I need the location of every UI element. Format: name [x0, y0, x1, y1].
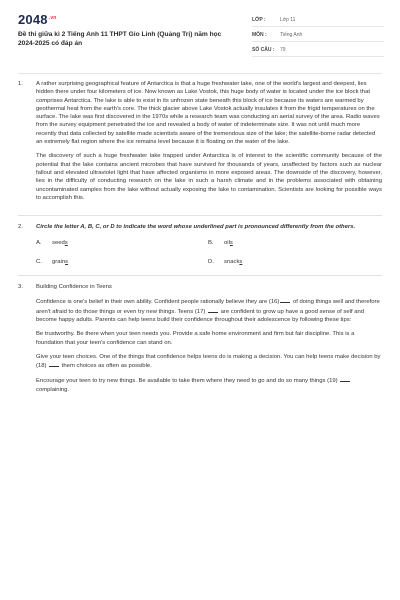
- header-divider: [18, 73, 382, 74]
- option-letter: A.: [36, 240, 42, 247]
- text-segment: Encourage your teen to try new things. Be available to take them where they need to go and do so many things (19): [36, 378, 340, 385]
- option-c[interactable]: [36, 258, 208, 266]
- meta-row-class: [252, 14, 384, 27]
- option-word: [224, 258, 242, 266]
- option-word: [52, 258, 68, 266]
- meta-row-count: [252, 44, 384, 57]
- text-segment: Give your teen choices. One of the things that confidence helps teens do is making a decision. You can help teens make decision by (18): [36, 353, 381, 370]
- word-stem: oil: [224, 240, 230, 247]
- option-d[interactable]: [208, 258, 380, 266]
- site-logo[interactable]: [18, 12, 57, 27]
- answer-options: [36, 239, 382, 266]
- exam-meta: [252, 14, 384, 59]
- page-header: [0, 0, 400, 62]
- question-body: [36, 283, 382, 400]
- meta-label: SỐ CÂU :: [252, 47, 275, 53]
- question-instruction: Circle the letter A, B, C, or D to indicate the word whose underlined part is pronounced differently from the others.: [36, 224, 356, 231]
- meta-value: Tiếng Anh: [280, 32, 303, 38]
- underlined-part: s: [229, 240, 233, 247]
- question-3: [18, 283, 382, 400]
- option-word: [52, 239, 68, 247]
- text-segment: them choices as often as possible.: [60, 363, 152, 370]
- meta-label: LỚP :: [252, 17, 266, 23]
- passage-paragraph-4: [36, 376, 382, 394]
- passage-paragraph-3: [36, 353, 382, 371]
- question-number: 3.: [18, 284, 23, 291]
- blank-17[interactable]: [208, 307, 218, 313]
- meta-row-subject: [252, 29, 384, 42]
- option-word: [224, 239, 233, 247]
- passage-paragraph-1: [36, 297, 382, 324]
- meta-value: Lớp 11: [280, 17, 296, 23]
- underlined-part: s: [65, 258, 69, 265]
- option-a[interactable]: [36, 239, 208, 247]
- meta-value: 79: [280, 47, 286, 53]
- logo-suffix: .vn: [48, 14, 57, 21]
- underlined-part: s: [239, 258, 243, 265]
- question-body: [36, 223, 382, 268]
- question-number: 1.: [18, 81, 23, 87]
- blank-19[interactable]: [340, 376, 350, 382]
- exam-content: [18, 80, 382, 400]
- question-1: [18, 80, 382, 208]
- reading-paragraph-2: The discovery of such a huge freshwater lake trapped under Antarctica is of interest to the scientific community because of the potential that the lake contains ancient microbes that have survived for thousands of years, unaffected by factors such as nuclear fallout and elevated ultraviolet light that have affected organisms in more exposed areas. The downside of the discovery, however, lies in the difficulty of conducting research on the lake in such a harsh climate and in the problems associated with obtaining uncontaminated samples from the lake without actually exposing the lake to contamination. Scientists are looking for possible ways to accomplish this.: [36, 153, 382, 201]
- question-number: 2.: [18, 224, 23, 231]
- underlined-part: s: [64, 240, 68, 247]
- passage-paragraph-2: Be trustworthy. Be there when your teen needs you. Provide a safe home environment and firm but fair discipline. This is a foundation that your teen's confidence can stand on.: [36, 331, 355, 346]
- blank-16[interactable]: [280, 297, 290, 303]
- text-segment: Confidence is one's belief in their own ability. Confident people rationally believe they are (16): [36, 299, 280, 306]
- text-segment: are confident to grow up have a good sense of self and become happy adults. Parents can help teens build their confidence throughout their adolescence by following these tips:: [36, 308, 365, 323]
- question-body: [36, 80, 382, 208]
- word-stem: snack: [224, 258, 240, 265]
- question-separator: [18, 215, 382, 216]
- question-separator: [18, 275, 382, 276]
- logo-text: 2048: [18, 12, 48, 27]
- reading-paragraph-1: A rather surprising geographical feature of Antarctica is that a huge freshwater lake, one of the world's largest and deepest, lies hidden there under four kilometers of ice. Now known as Lake Vostok, this huge body of water is located under the ice block that comprises Antarctica. The lake is able to exist in its unfrozen state beneath this block of ice because its waters are warmed by geothermal heat from the earth's core. The thick glacier above Lake Vostok actually insulates it from the frigid temperatures on the surface. The lake was first discovered in the 1970s while a research team was conducting an aerial survey of the area. Radio waves from the survey equipment penetrated the ice and revealed a body of water of indeterminate size. It was not until much more recently that data collected by satellite made scientists aware of the tremendous size of the lake; the satellite-borne radar detected an extremely flat region where the ice remains level because it is floating on the water of the lake.: [36, 81, 380, 146]
- option-letter: B.: [208, 240, 214, 247]
- meta-label: MÔN :: [252, 32, 267, 38]
- word-stem: seed: [52, 240, 65, 247]
- word-stem: grain: [52, 258, 66, 265]
- text-segment: of doing things well and therefore aren't afraid to do those things or even try new things. Teens (17): [36, 299, 380, 315]
- option-b[interactable]: [208, 239, 380, 247]
- text-segment: complaining.: [36, 386, 70, 393]
- option-letter: D.: [208, 258, 214, 265]
- passage-heading: Building Confidence in Teens: [36, 284, 112, 291]
- exam-title: Đề thi giữa kì 2 Tiếng Anh 11 THPT Gio Linh (Quảng Trị) năm học 2024-2025 có đáp án: [18, 31, 222, 47]
- option-letter: C.: [36, 258, 42, 265]
- blank-18[interactable]: [49, 361, 59, 367]
- question-2: [18, 223, 382, 268]
